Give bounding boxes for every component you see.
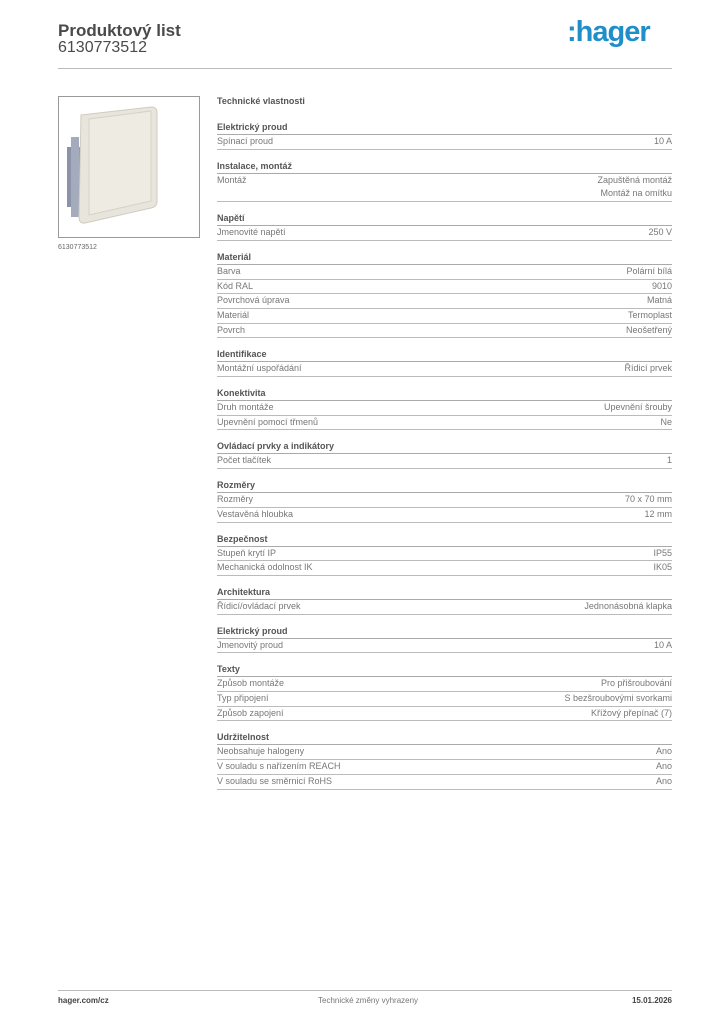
spec-value	[591, 707, 672, 721]
section-heading: Udržitelnost	[217, 730, 672, 745]
spec-row	[217, 265, 672, 280]
spec-value	[656, 775, 672, 789]
spec-label: Stupeň krytí IP	[217, 547, 277, 558]
spec-value-line: 1	[666, 455, 672, 466]
spec-value-line: IK05	[653, 562, 672, 573]
spec-label: V souladu se směrnicí RoHS	[217, 775, 333, 786]
spec-label: Způsob zapojení	[217, 707, 284, 718]
spec-value-line: Zapuštěná montáž	[597, 174, 672, 185]
spec-value	[624, 362, 672, 376]
spec-value	[653, 561, 672, 575]
spec-label: Typ připojení	[217, 693, 269, 704]
spec-row	[217, 639, 672, 654]
spec-section	[217, 159, 672, 202]
spec-value	[654, 135, 672, 149]
spec-label: Mechanická odolnost IK	[217, 562, 313, 573]
spec-value	[647, 294, 672, 308]
spec-row	[217, 692, 672, 707]
spec-section	[217, 662, 672, 721]
spec-value-line: S bezšroubovými svorkami	[564, 693, 672, 704]
spec-section	[217, 120, 672, 150]
section-heading: Napětí	[217, 211, 672, 226]
spec-row	[217, 309, 672, 324]
footer-note: Technické změny vyhrazeny	[318, 996, 419, 1005]
spec-section	[217, 730, 672, 789]
image-caption: 6130773512	[58, 244, 97, 251]
spec-label: Vestavěná hloubka	[217, 508, 294, 519]
spec-value-line: Jednonásobná klapka	[584, 600, 672, 611]
spec-value-line: Pro přišroubování	[600, 678, 672, 689]
spec-label: Montážní uspořádání	[217, 363, 302, 374]
spec-value	[656, 745, 672, 759]
product-code: 6130773512	[58, 39, 147, 56]
spec-row	[217, 707, 672, 722]
footer-divider	[58, 990, 672, 991]
footer-website[interactable]: hager.com/cz	[58, 996, 109, 1005]
product-image	[58, 96, 200, 238]
spec-label: Povrchová úprava	[217, 295, 290, 306]
spec-section	[217, 250, 672, 339]
spec-label: Počet tlačítek	[217, 455, 272, 466]
section-heading: Konektivita	[217, 386, 672, 401]
spec-value	[601, 677, 672, 691]
section-heading: Ovládací prvky a indikátory	[217, 439, 672, 454]
page-title: Produktový list	[58, 21, 181, 40]
spec-row	[217, 174, 672, 202]
spec-label: Řídicí/ovládací prvek	[217, 600, 301, 611]
spec-value	[626, 324, 672, 338]
spec-value-line: 12 mm	[644, 508, 672, 519]
spec-value	[564, 692, 672, 706]
spec-value-line: Polární bílá	[626, 265, 672, 276]
spec-value-line: Montáž na omítku	[600, 188, 672, 199]
spec-value	[628, 309, 672, 323]
spec-row	[217, 508, 672, 523]
spec-value-line: Upevnění šrouby	[603, 402, 672, 413]
spec-label: Upevnění pomocí třmenů	[217, 416, 319, 427]
spec-value-line: 9010	[651, 280, 672, 291]
spec-label: Jmenovitý proud	[217, 639, 284, 650]
spec-row	[217, 493, 672, 508]
spec-value-line: 70 x 70 mm	[624, 494, 672, 505]
spec-row	[217, 362, 672, 377]
spec-label: Jmenovité napětí	[217, 227, 286, 238]
spec-value	[667, 454, 672, 468]
specs-title: Technické vlastnosti	[217, 96, 305, 106]
spec-value-line: Ano	[655, 746, 672, 757]
spec-label: Barva	[217, 265, 241, 276]
section-heading: Elektrický proud	[217, 120, 672, 135]
spec-value	[584, 600, 672, 614]
spec-label: Neobsahuje halogeny	[217, 746, 305, 757]
spec-label: Způsob montáže	[217, 678, 285, 689]
spec-row	[217, 547, 672, 562]
spec-row	[217, 416, 672, 431]
spec-row	[217, 775, 672, 790]
section-heading: Texty	[217, 662, 672, 677]
section-heading: Materiál	[217, 250, 672, 265]
spec-row	[217, 226, 672, 241]
spec-section	[217, 624, 672, 654]
section-heading: Rozměry	[217, 478, 672, 493]
spec-section	[217, 211, 672, 241]
spec-section	[217, 478, 672, 522]
spec-section	[217, 386, 672, 430]
spec-value	[648, 226, 672, 240]
spec-value-line: Neošetřený	[625, 324, 672, 335]
spec-value	[656, 760, 672, 774]
spec-label: Druh montáže	[217, 402, 274, 413]
spec-value-line: Křížový přepínač (7)	[590, 707, 672, 718]
spec-row	[217, 401, 672, 416]
section-heading: Elektrický proud	[217, 624, 672, 639]
spec-value	[626, 265, 672, 279]
spec-row	[217, 454, 672, 469]
spec-value-line: Termoplast	[627, 309, 672, 320]
technical-specs	[217, 96, 672, 799]
spec-value-line: Ano	[655, 775, 672, 786]
switch-product-icon	[59, 97, 199, 237]
spec-value	[653, 547, 672, 561]
header-divider	[58, 68, 672, 69]
spec-section	[217, 585, 672, 615]
spec-row	[217, 745, 672, 760]
spec-value-line: Matná	[646, 295, 672, 306]
spec-value-line: 10 A	[653, 136, 672, 146]
spec-label: Montáž	[217, 174, 247, 185]
spec-row	[217, 280, 672, 295]
spec-label: Povrch	[217, 324, 246, 335]
section-heading: Instalace, montáž	[217, 159, 672, 174]
spec-value	[604, 401, 672, 415]
spec-row	[217, 324, 672, 339]
spec-section	[217, 439, 672, 469]
spec-label: Materiál	[217, 309, 250, 320]
spec-value-line: 250 V	[648, 227, 672, 238]
spec-value-line: Řídicí prvek	[624, 363, 672, 374]
spec-value	[597, 174, 672, 201]
spec-row	[217, 561, 672, 576]
spec-value	[644, 508, 672, 522]
spec-value-line: 10 A	[653, 639, 672, 650]
footer-date: 15.01.2026	[631, 996, 672, 1005]
spec-row	[217, 760, 672, 775]
spec-label: Kód RAL	[217, 280, 254, 291]
spec-value	[660, 416, 672, 430]
section-heading: Bezpečnost	[217, 532, 672, 547]
spec-value-line: IP55	[653, 547, 672, 558]
spec-value	[652, 280, 672, 294]
hager-logo: :hager	[567, 16, 650, 48]
spec-label: Spínací proud	[217, 136, 274, 146]
spec-value-line: Ano	[655, 761, 672, 772]
spec-label: V souladu s nařízením REACH	[217, 761, 341, 772]
spec-value	[625, 493, 672, 507]
spec-section	[217, 532, 672, 576]
spec-row	[217, 294, 672, 309]
spec-value-line: Ne	[660, 416, 672, 427]
spec-value	[654, 639, 672, 653]
section-heading: Identifikace	[217, 347, 672, 362]
spec-row	[217, 677, 672, 692]
spec-label: Rozměry	[217, 494, 254, 505]
spec-row	[217, 135, 672, 150]
spec-section	[217, 347, 672, 377]
section-heading: Architektura	[217, 585, 672, 600]
spec-row	[217, 600, 672, 615]
